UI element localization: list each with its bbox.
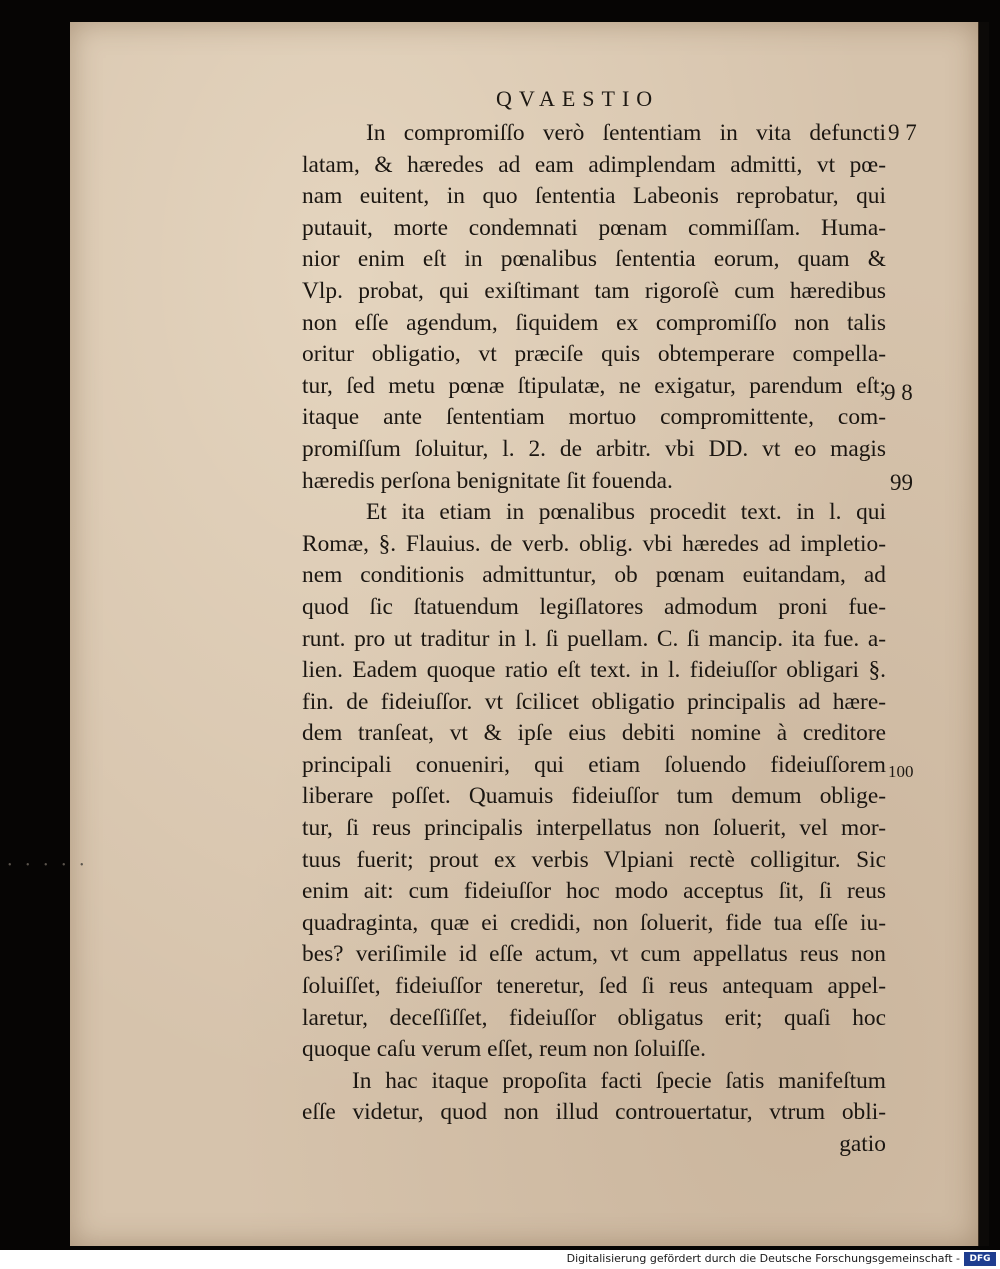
text-line: Vlp. probat, qui exiſtimant tam rigoroſè cum hæredibus	[302, 277, 886, 304]
text-line: nior enim eſt in pœnalibus ſententia eorum, quam &	[302, 246, 886, 273]
dfg-logo[interactable]: DFG	[964, 1252, 996, 1266]
text-line: tur, ſi reus principalis interpellatus non ſoluerit, vel mor-	[302, 815, 886, 842]
text-line: non eſſe agendum, ſiquidem ex compromiſſo non talis	[302, 309, 886, 336]
margin-number-97: 9 7	[888, 120, 917, 145]
text-line: itaque ante ſententiam mortuo compromittente, com-	[302, 404, 886, 431]
text-line: Romæ, §. Flauius. de verb. oblig. vbi hæredes ad impletio-	[302, 530, 886, 557]
page-text	[302, 118, 886, 1161]
margin-number-98: 9 8	[884, 380, 913, 405]
text-line: tur, ſed metu pœnæ ſtipulatæ, ne exigatur, parendum eſt;	[302, 372, 886, 399]
text-line: liberare poſſet. Quamuis fideiuſſor tum demum oblige-	[302, 783, 886, 810]
text-line: latam, & hæredes ad eam adimplendam admitti, vt pœ-	[302, 151, 886, 178]
text-line: runt. pro ut traditur in l. ſi puellam. C. ſi mancip. ita fue. a-	[302, 625, 886, 652]
footer-bar	[0, 1250, 1000, 1269]
text-line: laretur, deceſſiſſet, fideiuſſor obligatus erit; quaſi hoc	[302, 1004, 886, 1031]
text-line: quoque caſu verum eſſet, reum non ſoluiſſe.	[302, 1036, 707, 1063]
text-line: ſoluiſſet, fideiuſſor teneretur, ſed ſi reus antequam appel-	[302, 973, 886, 1000]
catchword: gatio	[839, 1131, 886, 1157]
text-line: Et ita etiam in pœnalibus procedit text. in l. qui	[366, 499, 886, 526]
text-line: hæredis perſona benignitate ſit fouenda.	[302, 467, 673, 494]
text-line: In compromiſſo verò ſententiam in vita defuncti	[366, 120, 886, 146]
running-title: QVAESTIO	[496, 86, 660, 111]
text-line: principali conueniri, qui etiam ſoluendo fideiuſſorem	[302, 751, 886, 778]
text-line: lien. Eadem quoque ratio eſt text. in l. fideiuſſor obligari §.	[302, 657, 886, 684]
text-line: eſſe videtur, quod non illud controuertatur, vtrum obli-	[302, 1099, 886, 1126]
funding-note: Digitalisierung gefördert durch die Deutsche Forschungsgemeinschaft -	[566, 1252, 960, 1265]
text-line: dem tranſeat, vt & ipſe eius debiti nomine à creditore	[302, 720, 886, 747]
text-line: putauit, morte condemnati pœnam commiſſam. Huma-	[302, 214, 886, 241]
margin-number-100: 100	[888, 762, 914, 781]
text-line: quod ſic ſtatuendum legiſlatores admodum proni fue-	[302, 593, 886, 620]
text-line: In hac itaque propoſita facti ſpecie ſatis manifeſtum	[352, 1067, 886, 1094]
page-edge	[978, 22, 989, 1246]
text-line: tuus fuerit; prout ex verbis Vlpiani rectè colligitur. Sic	[302, 846, 886, 873]
text-line: nem conditionis admittuntur, ob pœnam euitandam, ad	[302, 562, 886, 589]
text-line: enim ait: cum fideiuſſor hoc modo acceptus ſit, ſi reus	[302, 878, 886, 905]
text-line: nam euitent, in quo ſententia Labeonis reprobatur, qui	[302, 183, 886, 210]
text-line: oritur obligatio, vt præciſe quis obtemperare compella-	[302, 341, 886, 368]
text-line: quadraginta, quæ ei credidi, non ſoluerit, fide tua eſſe iu-	[302, 909, 886, 936]
margin-number-99: 99	[890, 470, 913, 495]
text-line: bes? veriſimile id eſſe actum, vt cum appellatus reus non	[302, 941, 886, 968]
scan-edge-marks: • • • • •	[8, 860, 90, 871]
text-line: promiſſum ſoluitur, l. 2. de arbitr. vbi DD. vt eo magis	[302, 435, 886, 462]
text-line: fin. de fideiuſſor. vt ſcilicet obligatio principalis ad hære-	[302, 688, 886, 715]
